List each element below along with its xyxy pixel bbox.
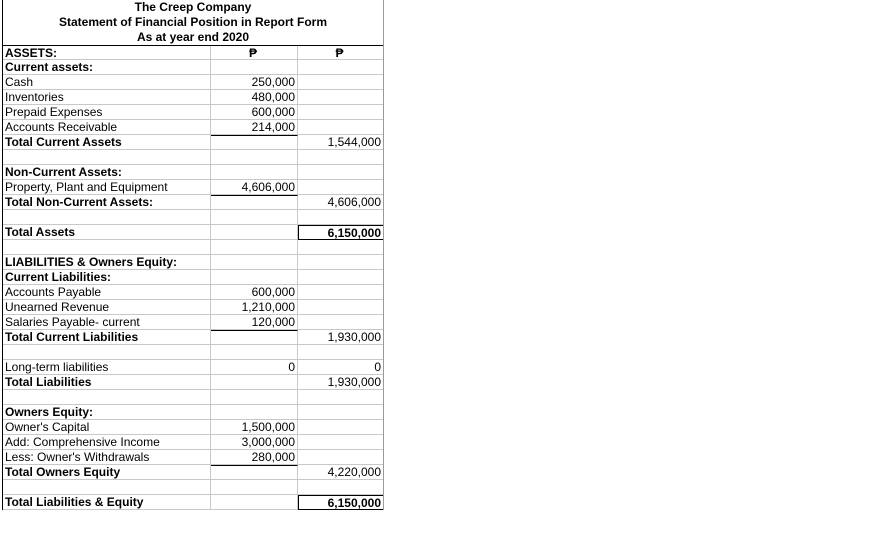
- table-row: [3, 315, 383, 330]
- table-row: [3, 330, 383, 345]
- table-row: [3, 375, 383, 390]
- total-amount[interactable]: [298, 480, 383, 495]
- row-label[interactable]: Cash: [3, 75, 211, 90]
- row-label[interactable]: Total Non-Current Assets:: [3, 195, 211, 210]
- total-amount[interactable]: [298, 180, 383, 195]
- detail-amount[interactable]: [211, 60, 298, 75]
- company-name[interactable]: The Creep Company: [134, 0, 252, 14]
- row-label[interactable]: Less: Owner's Withdrawals: [3, 450, 211, 465]
- detail-amount[interactable]: [211, 405, 298, 420]
- detail-amount[interactable]: 600,000: [211, 285, 298, 300]
- total-amount[interactable]: [298, 255, 383, 270]
- detail-amount[interactable]: [211, 240, 298, 255]
- row-label[interactable]: [3, 150, 211, 165]
- table-row: [3, 435, 383, 450]
- detail-amount[interactable]: 600,000: [211, 105, 298, 120]
- total-amount[interactable]: 1,930,000: [327, 375, 381, 389]
- total-amount[interactable]: 6,150,000: [298, 225, 383, 240]
- total-amount[interactable]: [298, 270, 383, 285]
- total-amount[interactable]: [298, 105, 383, 120]
- total-amount[interactable]: [298, 390, 383, 405]
- total-amount[interactable]: [298, 420, 383, 435]
- table-row: [3, 405, 383, 420]
- row-label[interactable]: ASSETS:: [3, 46, 211, 61]
- table-row: [3, 270, 383, 285]
- detail-amount[interactable]: ₱: [211, 46, 298, 61]
- total-amount[interactable]: [298, 315, 383, 330]
- row-label[interactable]: Owners Equity:: [3, 405, 211, 420]
- total-amount[interactable]: 1,544,000: [327, 135, 381, 149]
- table-row: [3, 180, 383, 195]
- row-label[interactable]: Non-Current Assets:: [3, 165, 211, 180]
- row-label[interactable]: Add: Comprehensive Income: [3, 435, 211, 450]
- row-label[interactable]: Prepaid Expenses: [3, 105, 211, 120]
- total-amount[interactable]: [298, 345, 383, 360]
- row-label[interactable]: Salaries Payable- current: [3, 315, 211, 330]
- total-amount[interactable]: [298, 210, 383, 225]
- row-label[interactable]: Current assets:: [3, 60, 211, 75]
- total-amount[interactable]: [298, 300, 383, 315]
- detail-amount[interactable]: [211, 225, 298, 240]
- detail-amount[interactable]: 4,606,000: [211, 180, 298, 195]
- row-label[interactable]: Current Liabilities:: [3, 270, 211, 285]
- detail-amount[interactable]: [211, 495, 298, 510]
- row-label[interactable]: [3, 480, 211, 495]
- detail-amount[interactable]: 280,000: [211, 450, 298, 465]
- statement-period[interactable]: As at year end 2020: [136, 30, 250, 44]
- row-label[interactable]: Long-term liabilities: [3, 360, 211, 375]
- detail-amount[interactable]: 3,000,000: [211, 435, 298, 450]
- table-row: [3, 135, 383, 150]
- detail-amount[interactable]: [211, 150, 298, 165]
- detail-amount[interactable]: [211, 270, 298, 285]
- detail-amount[interactable]: [211, 330, 298, 345]
- total-amount[interactable]: [298, 450, 383, 465]
- table-row: [3, 420, 383, 435]
- table-row: [3, 450, 383, 465]
- total-amount[interactable]: [298, 150, 383, 165]
- detail-amount[interactable]: 214,000: [211, 120, 298, 135]
- row-label[interactable]: Accounts Receivable: [3, 120, 211, 135]
- detail-amount[interactable]: [211, 390, 298, 405]
- row-label[interactable]: Total Owners Equity: [3, 465, 211, 480]
- row-label[interactable]: Inventories: [3, 90, 211, 105]
- table-row: [3, 90, 383, 105]
- total-amount[interactable]: [298, 435, 383, 450]
- row-label[interactable]: Total Current Liabilities: [3, 330, 211, 345]
- row-label[interactable]: [3, 210, 211, 225]
- table-row: [3, 105, 383, 120]
- table-row: [3, 60, 383, 75]
- table-row: [3, 255, 383, 270]
- detail-amount[interactable]: [211, 345, 298, 360]
- table-row: [3, 75, 383, 90]
- table-row: [3, 285, 383, 300]
- total-amount[interactable]: [298, 285, 383, 300]
- row-label[interactable]: Total Assets: [3, 225, 211, 240]
- total-amount[interactable]: ₱: [335, 46, 344, 60]
- total-amount[interactable]: [298, 405, 383, 420]
- detail-amount[interactable]: [211, 375, 298, 390]
- table-row: [3, 210, 383, 225]
- detail-amount[interactable]: 480,000: [211, 90, 298, 105]
- row-label[interactable]: Owner's Capital: [3, 420, 211, 435]
- row-label[interactable]: [3, 240, 211, 255]
- detail-amount[interactable]: [211, 165, 298, 180]
- detail-amount[interactable]: [211, 210, 298, 225]
- balance-sheet: [2, 0, 384, 510]
- table-row: [3, 390, 383, 405]
- table-row: [3, 345, 383, 360]
- detail-amount[interactable]: 120,000: [211, 315, 298, 330]
- table-row: [3, 165, 383, 180]
- row-label[interactable]: Total Liabilities: [3, 375, 211, 390]
- total-amount[interactable]: 1,930,000: [327, 330, 381, 344]
- detail-amount[interactable]: 250,000: [211, 75, 298, 90]
- detail-amount[interactable]: [211, 135, 298, 150]
- detail-amount[interactable]: [211, 465, 298, 480]
- row-label[interactable]: LIABILITIES & Owners Equity:: [3, 255, 211, 270]
- row-label[interactable]: Total Liabilities & Equity: [3, 495, 211, 510]
- total-amount[interactable]: 6,150,000: [298, 495, 383, 510]
- total-amount[interactable]: 4,220,000: [327, 465, 381, 479]
- total-amount[interactable]: [298, 90, 383, 105]
- total-amount[interactable]: [298, 120, 383, 135]
- table-row: [3, 120, 383, 135]
- table-row: [3, 465, 383, 480]
- table-row: [3, 150, 383, 165]
- row-label[interactable]: Total Current Assets: [3, 135, 211, 150]
- total-amount[interactable]: [298, 60, 383, 75]
- table-row: [3, 240, 383, 255]
- total-amount[interactable]: [298, 165, 383, 180]
- detail-amount[interactable]: 0: [211, 360, 298, 375]
- row-label[interactable]: [3, 390, 211, 405]
- table-row: [3, 300, 383, 315]
- table-row: [3, 45, 383, 60]
- table-row: [3, 495, 383, 510]
- table-row: [3, 480, 383, 495]
- detail-amount[interactable]: [211, 255, 298, 270]
- row-label[interactable]: Accounts Payable: [3, 285, 211, 300]
- row-label[interactable]: [3, 345, 211, 360]
- detail-amount[interactable]: [211, 195, 298, 210]
- table-row: [3, 195, 383, 210]
- total-amount[interactable]: 4,606,000: [327, 195, 381, 209]
- table-row: [3, 225, 383, 240]
- detail-amount[interactable]: 1,210,000: [211, 300, 298, 315]
- detail-amount[interactable]: [211, 480, 298, 495]
- row-label[interactable]: Property, Plant and Equipment: [3, 180, 211, 195]
- total-amount[interactable]: [298, 75, 383, 90]
- total-amount[interactable]: 0: [374, 360, 381, 374]
- row-label[interactable]: Unearned Revenue: [3, 300, 211, 315]
- detail-amount[interactable]: 1,500,000: [211, 420, 298, 435]
- statement-title[interactable]: Statement of Financial Position in Report Form: [58, 15, 328, 29]
- total-amount[interactable]: [298, 240, 383, 255]
- table-row: [3, 360, 383, 375]
